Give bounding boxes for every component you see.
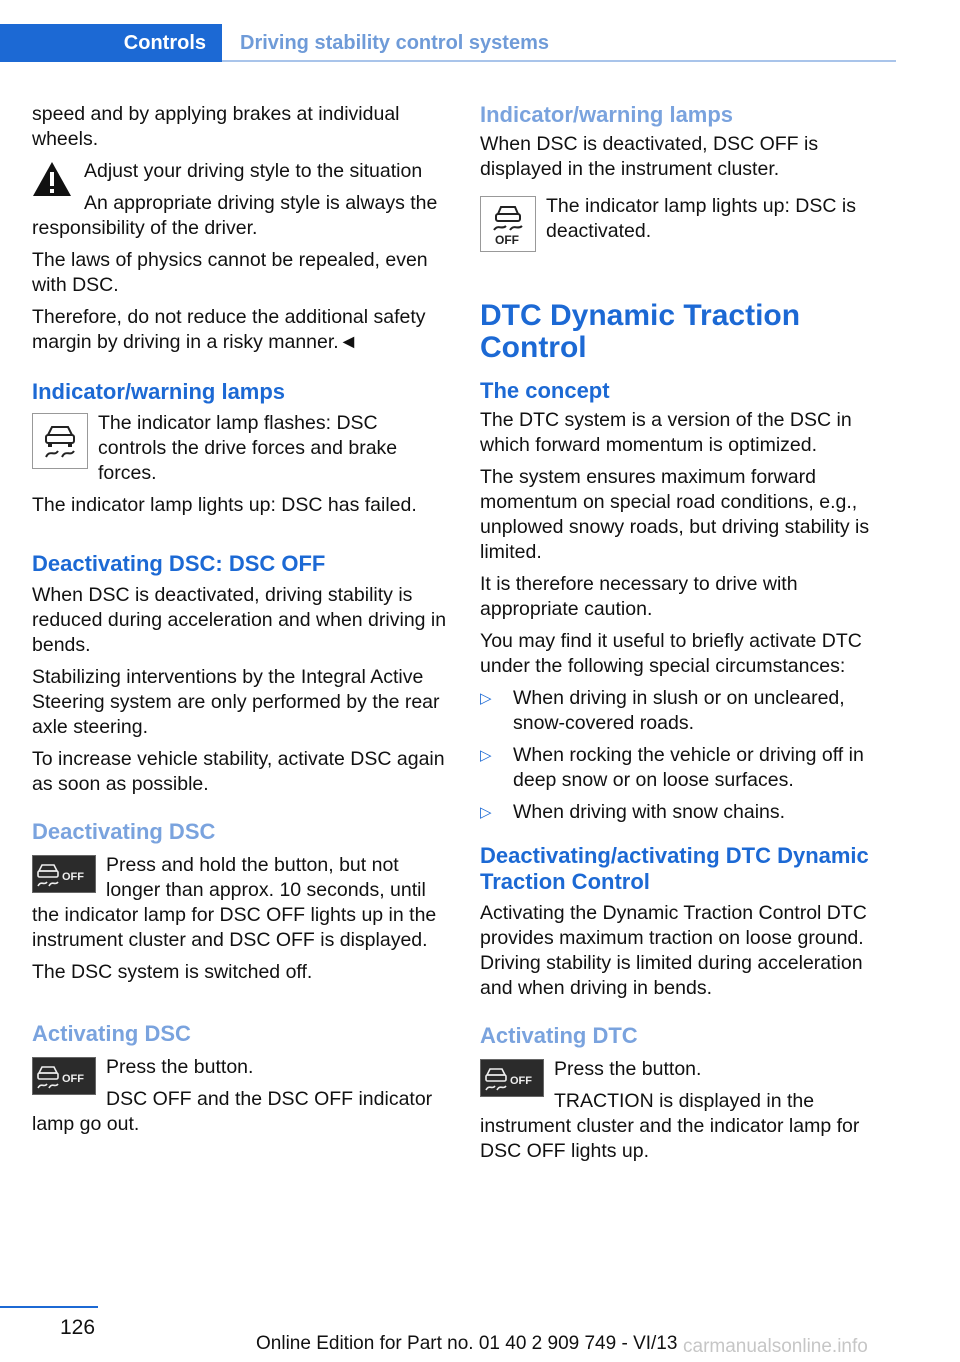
paragraph: It is therefore necessary to drive with appropriate caution.: [480, 573, 798, 620]
dsc-off-button-icon: [480, 1059, 544, 1097]
right-column: [480, 102, 896, 1171]
page-number: 126: [60, 1316, 96, 1339]
dsc-lamp-icon: [32, 413, 88, 469]
paragraph: The DSC system is switched off.: [32, 961, 313, 983]
heading-activating-dsc: Activating DSC: [32, 1021, 191, 1046]
deactivate-text: Press and hold the button, but not longer than approx. 10 seconds, until the indicator lamp for DSC OFF lights up in the instrument cluster and DSC OFF is displayed.: [32, 854, 437, 951]
paragraph: The laws of physics cannot be repealed, even with DSC.: [32, 249, 428, 296]
activate-text: Press the button.: [554, 1058, 702, 1080]
paragraph: The system ensures maximum forward momentum on special road conditions, e.g., unplowed snowy roads, but driving stability is limited.: [480, 466, 870, 563]
lamp-off-label: OFF: [495, 233, 519, 246]
indicator-text: The indicator lamp flashes: DSC controls the drive forces and brake forces.: [98, 412, 398, 484]
heading-dtc: DTC Dynamic Traction Control: [480, 299, 801, 364]
header-divider: [222, 60, 896, 62]
paragraph: To increase vehicle stability, activate DSC again as soon as possible.: [32, 748, 445, 795]
list-item: ▷ When driving in slush or on uncleared, snow-covered roads.: [480, 686, 896, 736]
paragraph: Stabilizing interventions by the Integral Active Steering system are only performed by the rear axle steering.: [32, 666, 440, 738]
footer-divider: [0, 1306, 98, 1308]
indicator-text: The indicator lamp lights up: DSC has failed.: [32, 494, 417, 516]
edition-info: Online Edition for Part no. 01 40 2 909 749 - VI/13: [256, 1333, 678, 1354]
paragraph: When DSC is deactivated, driving stability is reduced during acceleration and when driving in bends.: [32, 584, 447, 656]
deactivate-block: [32, 853, 450, 953]
heading-concept: The concept: [480, 378, 610, 403]
button-off-label: OFF: [62, 871, 84, 883]
warning-block: [32, 159, 450, 241]
heading-indicator-lamps: Indicator/warning lamps: [480, 102, 734, 127]
heading-activating-dtc: Activating DTC: [480, 1023, 638, 1048]
watermark: carmanualsonline.info: [683, 1336, 868, 1357]
warning-title: Adjust your driving style to the situation: [84, 160, 423, 182]
indicator-text: The indicator lamp lights up: DSC is deactivated.: [546, 195, 856, 242]
warning-text: An appropriate driving style is always the responsibility of the driver.: [32, 192, 438, 239]
button-off-label: OFF: [510, 1075, 532, 1087]
heading-indicator-lamps: Indicator/warning lamps: [32, 379, 286, 404]
activate-text: TRACTION is displayed in the instrument cluster and the indicator lamp for DSC OFF lights up.: [480, 1090, 860, 1162]
indicator-block: [32, 411, 450, 518]
activate-text: DSC OFF and the DSC OFF indicator lamp go out.: [32, 1088, 433, 1135]
dsc-off-button-icon: [32, 1057, 96, 1095]
list-item: ▷ When rocking the vehicle or driving off in deep snow or on loose surfaces.: [480, 743, 896, 793]
paragraph: You may find it useful to briefly activate DTC under the following special circumstances:: [480, 630, 862, 677]
activate-block: [32, 1055, 450, 1137]
dsc-off-lamp-icon: [480, 196, 536, 252]
paragraph: When DSC is deactivated, DSC OFF is displayed in the instrument cluster.: [480, 133, 819, 180]
paragraph: The DTC system is a version of the DSC in which forward momentum is optimized.: [480, 409, 852, 456]
section-tab[interactable]: [0, 24, 222, 62]
indicator-block: [480, 194, 896, 244]
activate-text: Press the button.: [106, 1056, 254, 1078]
heading-deactivating-dsc-off: Deactivating DSC: DSC OFF: [32, 551, 326, 576]
left-column: [32, 102, 450, 1144]
activate-dtc-block: [480, 1057, 896, 1164]
subsection-title: Driving stability control systems: [240, 31, 549, 54]
paragraph: Activating the Dynamic Traction Control DTC provides maximum traction on loose ground. Driving stability is limited during acceleration and when driving in bends.: [480, 902, 867, 999]
circumstances-list: [480, 686, 896, 825]
list-item: ▷ When driving with snow chains.: [480, 800, 896, 825]
paragraph: Therefore, do not reduce the additional safety margin by driving in a risky manner.◄: [32, 306, 426, 353]
heading-deactivating-dsc: Deactivating DSC: [32, 819, 216, 844]
heading-deactivating-activating-dtc: Deactivating/activating DTC Dynamic Traction Control: [480, 843, 869, 894]
section-label: Controls: [123, 31, 206, 54]
warning-triangle-icon: [32, 161, 72, 197]
paragraph: speed and by applying brakes at individual wheels.: [32, 103, 400, 150]
button-off-label: OFF: [62, 1073, 84, 1085]
dsc-off-button-icon: [32, 855, 96, 893]
